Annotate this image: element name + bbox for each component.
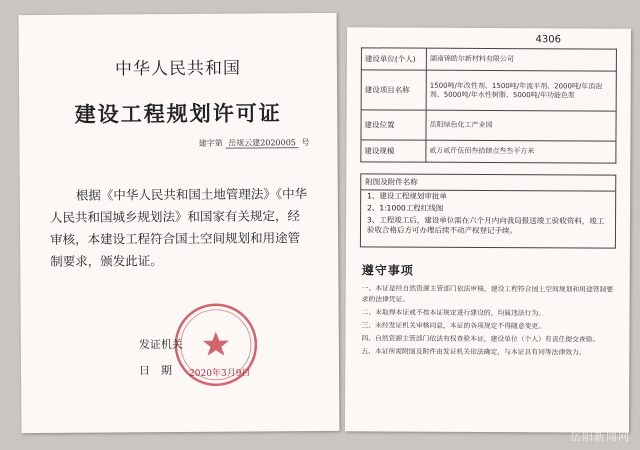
list-item: 三、未经发证机关审核同意，本证的各项规定不得随意变更。 <box>361 321 546 331</box>
row-value: 贰万贰仟伍佰叁拾肆点叁叁平方米 <box>426 140 616 163</box>
table-row <box>361 70 616 111</box>
row-label: 建设单位(个人) <box>361 48 426 70</box>
table-row <box>361 110 616 141</box>
certificate-number-line <box>199 137 310 149</box>
list-item: 3、工程竣工后，建设单位需在六个月内向我局报送竣工验收资料，竣工验收合格后方可办理后续不动产权登记手续。 <box>366 215 605 236</box>
issue-date: 2020年3月9日 <box>189 368 251 379</box>
list-item: 四、自然资源主管部门依法有权查验本证，建设单位（个人）有责任提交查验。 <box>361 334 600 344</box>
certificate-detail-page <box>345 27 631 432</box>
project-info-table <box>360 47 617 163</box>
date-label: 日 期 <box>138 364 173 378</box>
row-label: 建设位置 <box>361 110 426 140</box>
row-value: 岳阳绿色化工产业园 <box>426 110 616 141</box>
certificate-id: 4306 <box>535 34 562 46</box>
certificate-title: 建设工程规划许可证 <box>74 100 282 127</box>
notice-title: 遵守事项 <box>361 263 414 278</box>
list-item: 2、1:1000工程红线图 <box>367 203 444 213</box>
row-label: 建设规模 <box>361 140 426 162</box>
notice-list <box>361 283 617 360</box>
list-item: 一、本证是经自然资源主管部门依法审核，建设工程符合国土空间规划和用途管制要求的法律凭证。 <box>361 284 614 304</box>
certificate-cover-page <box>19 13 340 433</box>
row-value: 湖南锦皓尔新材料有限公司 <box>426 48 616 71</box>
site-watermark: 岳阳新闻网 <box>570 430 630 443</box>
list-item: 二、未取得本证或不按本证规定进行建设的，均属违法行为。 <box>361 308 546 318</box>
nation-heading: 中华人民共和国 <box>114 58 241 80</box>
table-row <box>361 140 616 163</box>
body-line: 华人民共和国城乡规划法》和国家有关规定， <box>49 186 308 225</box>
cert-number: 岳规云建2020005 <box>225 138 299 149</box>
row-label: 建设项目名称 <box>361 70 426 110</box>
list-item: 五、本证所需附图及附件由发证机关依法确定，与本证具有同等法律效力。 <box>361 347 586 357</box>
certificate-body-text <box>50 183 313 273</box>
body-line: 管制要求，颁发此证。 <box>50 230 301 269</box>
body-line: 经审核，本建设工程符合国土空间规划和用途 <box>50 208 301 247</box>
table-row <box>361 48 616 71</box>
annex-title: 附图及附件名称 <box>361 174 615 191</box>
body-line: 根据《中华人民共和国土地管理法》《中 <box>75 186 295 203</box>
list-item: 1、建设工程规划审批单 <box>367 191 447 201</box>
annex-section <box>360 173 616 248</box>
cert-prefix: 建字第 <box>198 138 223 148</box>
row-value: 1500吨/年改性剂、1500吨/年流平剂、2000吨/年消泡剂、5000吨/年水性树脂、5000吨/年功能色浆 <box>426 70 616 111</box>
cert-suffix: 号 <box>301 138 310 148</box>
issuer-label: 发证机关 <box>138 337 183 352</box>
